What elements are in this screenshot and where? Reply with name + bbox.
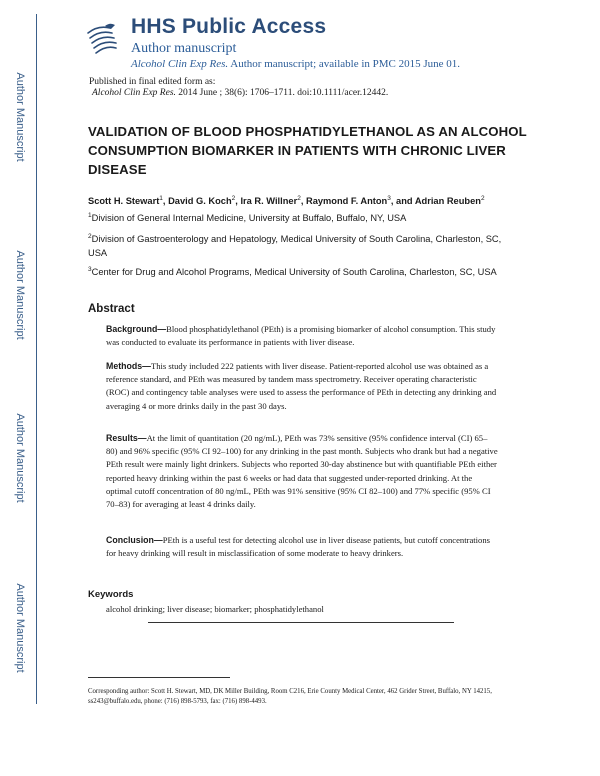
abstract-heading: Abstract bbox=[88, 303, 135, 315]
section-text: Blood phosphatidylethanol (PEth) is a promising biomarker of alcohol consumption. This study was conducted to evaluate its performance in patients with liver disease. bbox=[106, 324, 496, 348]
author-list bbox=[88, 195, 485, 206]
section-label: Conclusion— bbox=[106, 535, 163, 545]
author-manuscript-label: Author Manuscript bbox=[14, 583, 26, 673]
author-separator: , bbox=[162, 196, 169, 207]
affiliation-number: 2 bbox=[88, 233, 92, 240]
keywords-list: alcohol drinking; liver disease; biomarker; phosphatidylethanol bbox=[106, 604, 324, 614]
section-label: Methods— bbox=[106, 361, 151, 371]
citation-details: 2014 June ; 38(6): 1706–1711. doi:10.1111/acer.12442. bbox=[175, 88, 389, 98]
author-separator: , bbox=[300, 196, 306, 207]
footnote-divider bbox=[88, 677, 230, 678]
availability-text: Author manuscript; available in PMC 2015 June 01. bbox=[228, 58, 461, 70]
availability-line bbox=[131, 58, 460, 70]
author-separator: , and bbox=[390, 196, 415, 207]
author-affiliation-number: 3 bbox=[387, 195, 391, 202]
affiliation-text: Center for Drug and Alcohol Programs, Medical University of South Carolina, Charleston, SC, USA bbox=[91, 267, 497, 278]
abstract-conclusion bbox=[106, 534, 498, 560]
author-affiliation-number: 2 bbox=[480, 195, 485, 202]
hhs-public-access-title: HHS Public Access bbox=[131, 15, 327, 38]
published-citation bbox=[92, 88, 388, 98]
author-affiliation-number: 2 bbox=[297, 195, 301, 202]
author-manuscript-subtitle: Author manuscript bbox=[131, 41, 237, 56]
affiliation bbox=[88, 230, 518, 260]
corresponding-author-footnote: Corresponding author: Scott H. Stewart, MD, DK Miller Building, Room C216, Erie County Medical Center, 462 Grider Street, Buffalo, NY 14215, ss243@buffalo.edu, phone: (716) 898-5793, fax: (716) 898-4493. bbox=[88, 688, 492, 705]
author-manuscript-label: Author Manuscript bbox=[14, 413, 26, 503]
section-text: This study included 222 patients with liver disease. Patient-reported alcohol use was obtained as a reference standard, and PEth was measured by tandem mass spectrometry. Receiver operating characteristic (ROC) and contingency table analyses were used to assess the performance of PEth in detecting any drinking and averaging 4 or more drinks daily in the past 30 days. bbox=[106, 361, 497, 411]
affiliation bbox=[88, 263, 518, 279]
author-manuscript-label: Author Manuscript bbox=[14, 250, 26, 340]
keywords-heading: Keywords bbox=[88, 589, 134, 600]
author-name: Ira R. Willner bbox=[240, 196, 298, 207]
abstract-results bbox=[106, 432, 498, 511]
abstract-background bbox=[106, 323, 498, 349]
published-label: Published in final edited form as: bbox=[89, 77, 216, 87]
journal-name: Alcohol Clin Exp Res. bbox=[131, 58, 229, 70]
author-name: Scott H. Stewart bbox=[88, 196, 160, 207]
author-name: Raymond F. Anton bbox=[305, 196, 388, 207]
section-text: At the limit of quantitation (20 ng/mL), PEth was 73% sensitive (95% confidence interval (CI) 65–80) and 96% specific (95% CI 92–100) for any drinking in the past month. Subjects who drank but had a negative PEth result were mainly light drinkers. Subjects who reported 30-day abstinence but with quantifiable PEth either reported heavy drinking within the past 6 weeks or had data that suggested under-reported drinking. At the optimal cutoff concentration of 80 ng/mL, PEth was 91% sensitive (95% CI 82–100) and 77% specific (95% CI 70–83) for averaging at least 4 drinks daily. bbox=[106, 433, 498, 510]
affiliation-number: 3 bbox=[88, 266, 92, 273]
author-name: David G. Koch bbox=[168, 196, 232, 207]
section-label: Background— bbox=[106, 324, 167, 334]
abstract-methods bbox=[106, 360, 498, 413]
author-affiliation-number: 1 bbox=[159, 195, 163, 202]
affiliation-text: Division of General Internal Medicine, University at Buffalo, Buffalo, NY, USA bbox=[91, 213, 407, 224]
section-label: Results— bbox=[106, 433, 147, 443]
published-journal: Alcohol Clin Exp Res. bbox=[92, 88, 176, 98]
section-text: PEth is a useful test for detecting alcohol use in liver disease patients, but cutoff concentrations for heavy drinking will result in misclassification of some moderate to heavy drinkers. bbox=[106, 535, 490, 559]
hhs-eagle-logo-icon bbox=[85, 20, 119, 60]
author-affiliation-number: 2 bbox=[231, 195, 236, 202]
author-name: Adrian Reuben bbox=[414, 196, 481, 207]
sidebar-rule bbox=[36, 14, 37, 704]
author-manuscript-label: Author Manuscript bbox=[14, 72, 26, 162]
article-title: VALIDATION OF BLOOD PHOSPHATIDYLETHANOL AS AN ALCOHOL CONSUMPTION BIOMARKER IN PATIENTS WITH CHRONIC LIVER DISEASE bbox=[88, 124, 527, 177]
affiliation-number: 1 bbox=[88, 212, 92, 219]
section-divider bbox=[148, 622, 454, 623]
affiliation bbox=[88, 209, 518, 225]
author-separator: , bbox=[235, 196, 241, 207]
affiliation-text: Division of Gastroenterology and Hepatology, Medical University of South Carolina, Charleston, SC, USA bbox=[88, 234, 502, 259]
